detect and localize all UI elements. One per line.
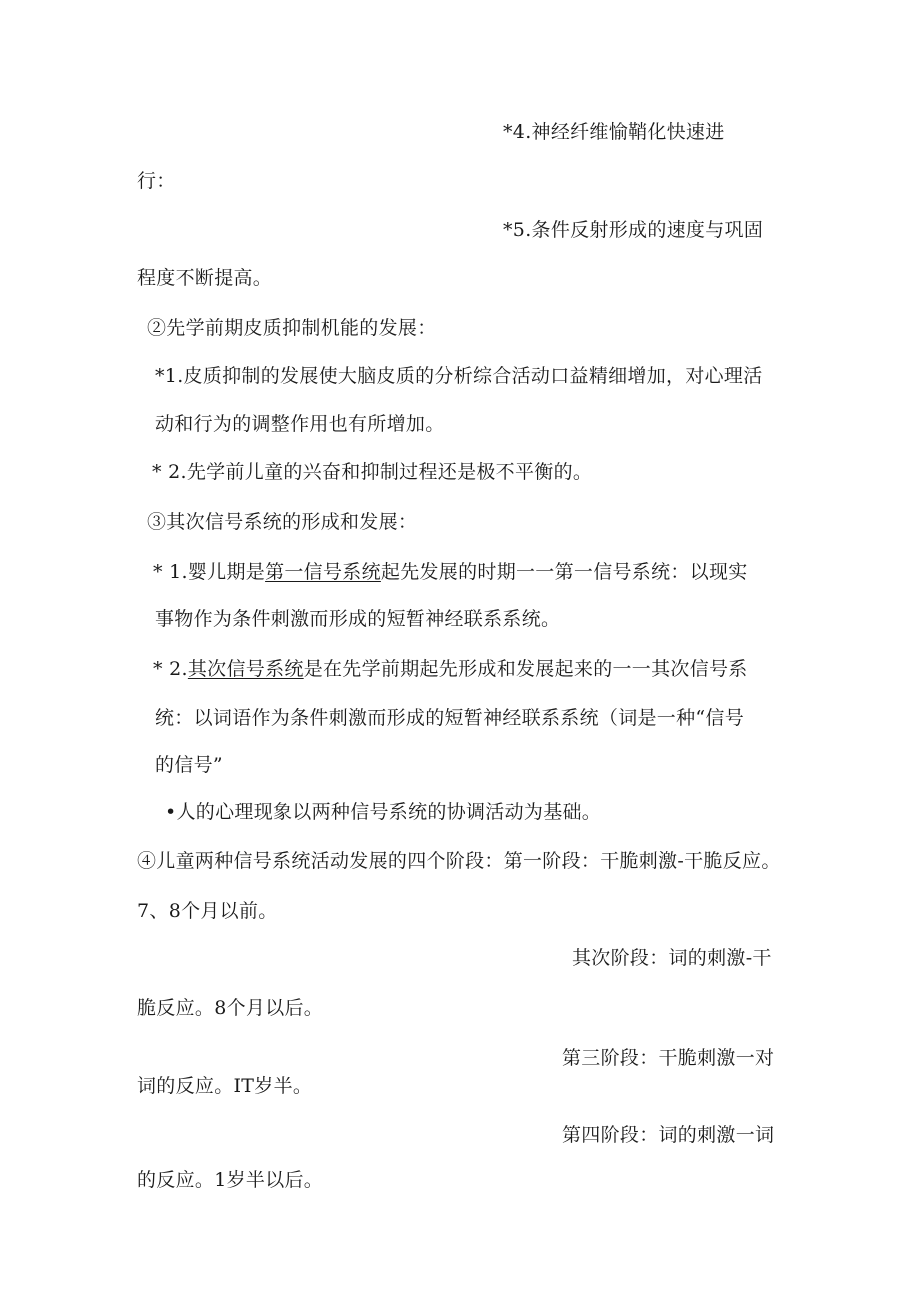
text-line: 词的反应。IT岁半。 xyxy=(137,1075,313,1097)
section-heading: ③其次信号系统的形成和发展： xyxy=(147,511,418,533)
text-line: *1.皮质抑制的发展使大脑皮质的分析综合活动口益精细增加，对心理活 xyxy=(155,365,763,387)
text-line: 的反应。1岁半以后。 xyxy=(137,1169,324,1191)
stage-4-line: 第四阶段：词的刺激一词 xyxy=(562,1124,775,1146)
text-line: 7、8个月以前。 xyxy=(137,900,278,922)
text-line: 统：以词语作为条件刺激而形成的短暂神经联系系统（词是一种“信号 xyxy=(155,707,745,729)
text-line: 程度不断提高。 xyxy=(137,267,273,289)
text-line: * 2.先学前儿童的兴奋和抑制过程还是极不平衡的。 xyxy=(152,461,593,483)
item-prefix: * 2. xyxy=(153,658,188,680)
text-line: *4.神经纤维愉鞘化快速进 xyxy=(503,121,725,143)
item-prefix: * 1.婴儿期是 xyxy=(153,561,266,583)
section-heading: ②先学前期皮质抑制机能的发展： xyxy=(147,317,437,339)
section-heading: ④儿童两种信号系统活动发展的四个阶段：第一阶段：干脆刺激-干脆反应。 xyxy=(137,850,781,872)
underlined-term: 第一信号系统 xyxy=(265,561,381,583)
stage-2-line: 其次阶段：词的刺激-干 xyxy=(572,947,772,969)
text-line: 动和行为的调整作用也有所增加。 xyxy=(155,413,445,435)
item-suffix: 起先发展的时期一一第一信号系统：以现实 xyxy=(380,561,748,583)
stage-3-line: 第三阶段：干脆刺激一对 xyxy=(562,1047,775,1069)
item-suffix: 是在先学前期起先形成和发展起来的一一其次信号系 xyxy=(303,658,748,680)
underlined-term: 其次信号系统 xyxy=(187,658,304,680)
text-line: *5.条件反射形成的速度与巩固 xyxy=(503,219,764,241)
text-line: 事物作为条件刺激而形成的短暂神经联系系统。 xyxy=(155,608,561,630)
text-line: 的信号” xyxy=(155,754,223,776)
bullet-line: •人的心理现象以两种信号系统的协调活动为基础。 xyxy=(165,801,602,823)
item-first-signal-system xyxy=(153,560,748,584)
text-line: 脆反应。8个月以后。 xyxy=(137,997,324,1019)
text-line: 行： xyxy=(137,170,176,192)
item-second-signal-system xyxy=(153,657,748,681)
